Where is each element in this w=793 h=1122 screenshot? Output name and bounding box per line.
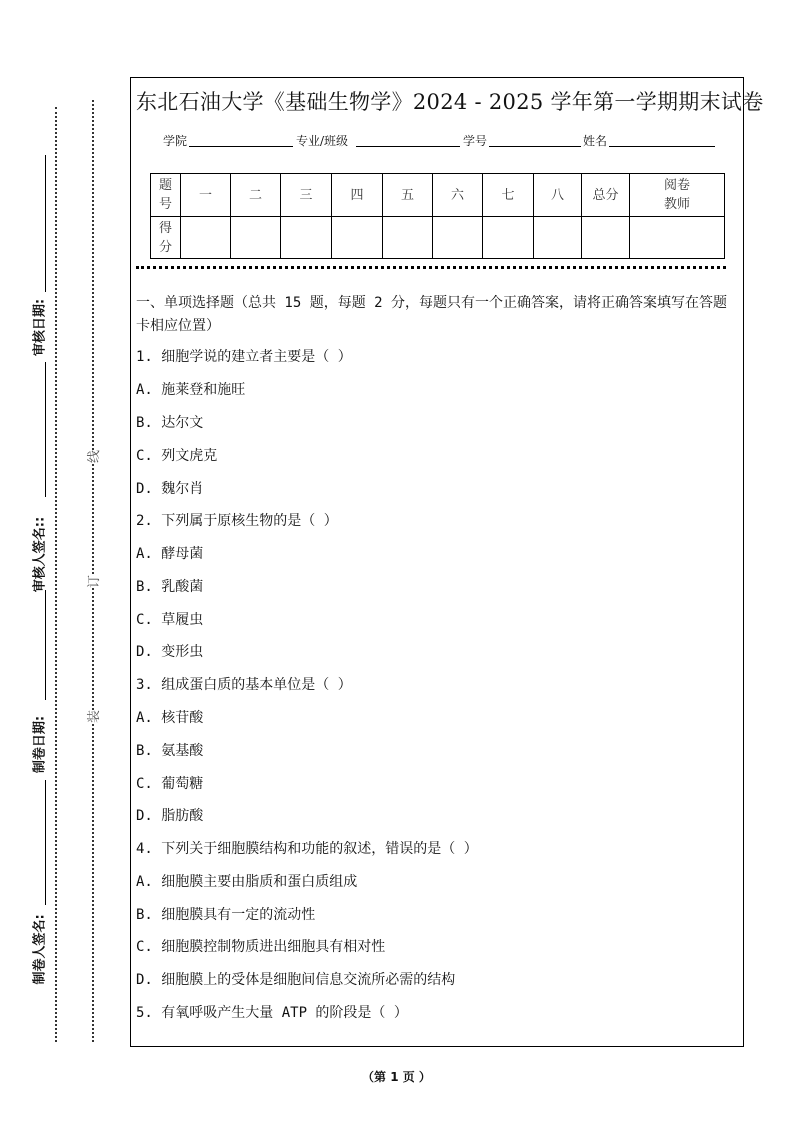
option-a: A. 施莱登和施旺 (136, 382, 246, 398)
col-8: 八 (534, 174, 582, 217)
score-cell[interactable] (332, 217, 383, 259)
question-stem: 2. 下列属于原核生物的是（ ） (136, 513, 338, 529)
score-cell[interactable] (281, 217, 332, 259)
score-row-header: 得 分 (151, 217, 181, 259)
binding-char-ding: 订 (83, 575, 102, 588)
signature-line (45, 590, 46, 700)
compile-date-label: 制卷日期: (32, 715, 48, 774)
name-field[interactable] (609, 146, 715, 147)
col-2: 二 (231, 174, 281, 217)
option-d: D. 脂肪酸 (136, 808, 204, 824)
score-cell[interactable] (483, 217, 534, 259)
score-cell[interactable] (534, 217, 582, 259)
option-c: C. 葡萄糖 (136, 776, 204, 792)
col-6: 六 (433, 174, 483, 217)
col-4: 四 (332, 174, 383, 217)
binding-char-zhuang: 装 (83, 710, 102, 723)
option-b: B. 达尔文 (136, 415, 204, 431)
option-b: B. 细胞膜具有一定的流动性 (136, 907, 316, 923)
score-cell[interactable] (433, 217, 483, 259)
question-stem: 4. 下列关于细胞膜结构和功能的叙述，错误的是（ ） (136, 841, 478, 857)
question-stem: 3. 组成蛋白质的基本单位是（ ） (136, 677, 352, 693)
question-number-header: 题 号 (151, 174, 181, 217)
col-5: 五 (383, 174, 433, 217)
option-d: D. 魏尔肖 (136, 481, 204, 497)
option-c: C. 列文虎克 (136, 448, 218, 464)
signature-line (45, 780, 46, 905)
compiler-signature-label: 制卷人签名: (32, 914, 48, 985)
option-c: C. 草履虫 (136, 612, 204, 628)
option-b: B. 氨基酸 (136, 743, 204, 759)
binding-dotted-line-outer (92, 100, 94, 1042)
option-a: A. 细胞膜主要由脂质和蛋白质组成 (136, 874, 358, 890)
section-heading: 一、单项选择题（总共 15 题，每题 2 分，每题只有一个正确答案，请将正确答案填写在答题卡相应位置） (136, 295, 727, 334)
binding-char-xian: 线 (83, 450, 102, 463)
binding-dotted-line-inner (55, 107, 57, 1042)
review-date-label: 审核日期: (32, 298, 48, 357)
option-d: D. 变形虫 (136, 644, 204, 660)
option-a: A. 酵母菌 (136, 546, 204, 562)
reviewer-cell[interactable] (630, 217, 725, 259)
college-field[interactable] (189, 146, 293, 147)
college-label: 学院 (163, 134, 188, 148)
student-id-label: 学号 (463, 134, 488, 148)
student-id-field[interactable] (489, 146, 581, 147)
col-3: 三 (281, 174, 332, 217)
signature-line (45, 362, 46, 497)
col-7: 七 (483, 174, 534, 217)
option-b: B. 乳酸菌 (136, 579, 204, 595)
major-class-field[interactable] (356, 146, 460, 147)
score-cell[interactable] (383, 217, 433, 259)
col-total: 总分 (582, 174, 630, 217)
dotted-separator (136, 266, 726, 269)
name-label: 姓名 (583, 134, 608, 148)
option-d: D. 细胞膜上的受体是细胞间信息交流所必需的结构 (136, 972, 456, 988)
score-cell[interactable] (582, 217, 630, 259)
score-cell[interactable] (231, 217, 281, 259)
col-reviewer: 阅卷 教师 (630, 174, 725, 217)
reviewer-signature-label: 审核人签名:: (32, 516, 48, 593)
question-stem: 1. 细胞学说的建立者主要是（ ） (136, 349, 352, 365)
major-class-label: 专业/班级 (296, 134, 349, 148)
question-stem: 5. 有氧呼吸产生大量 ATP 的阶段是（ ） (136, 1005, 408, 1021)
exam-title: 东北石油大学《基础生物学》2024 - 2025 学年第一学期期末试卷 (136, 90, 764, 114)
option-c: C. 细胞膜控制物质进出细胞具有相对性 (136, 939, 386, 955)
col-1: 一 (181, 174, 231, 217)
score-table (150, 173, 725, 259)
page-number: （第 1 页 ） (362, 1070, 431, 1084)
score-cell[interactable] (181, 217, 231, 259)
signature-line (45, 155, 46, 292)
option-a: A. 核苷酸 (136, 710, 204, 726)
